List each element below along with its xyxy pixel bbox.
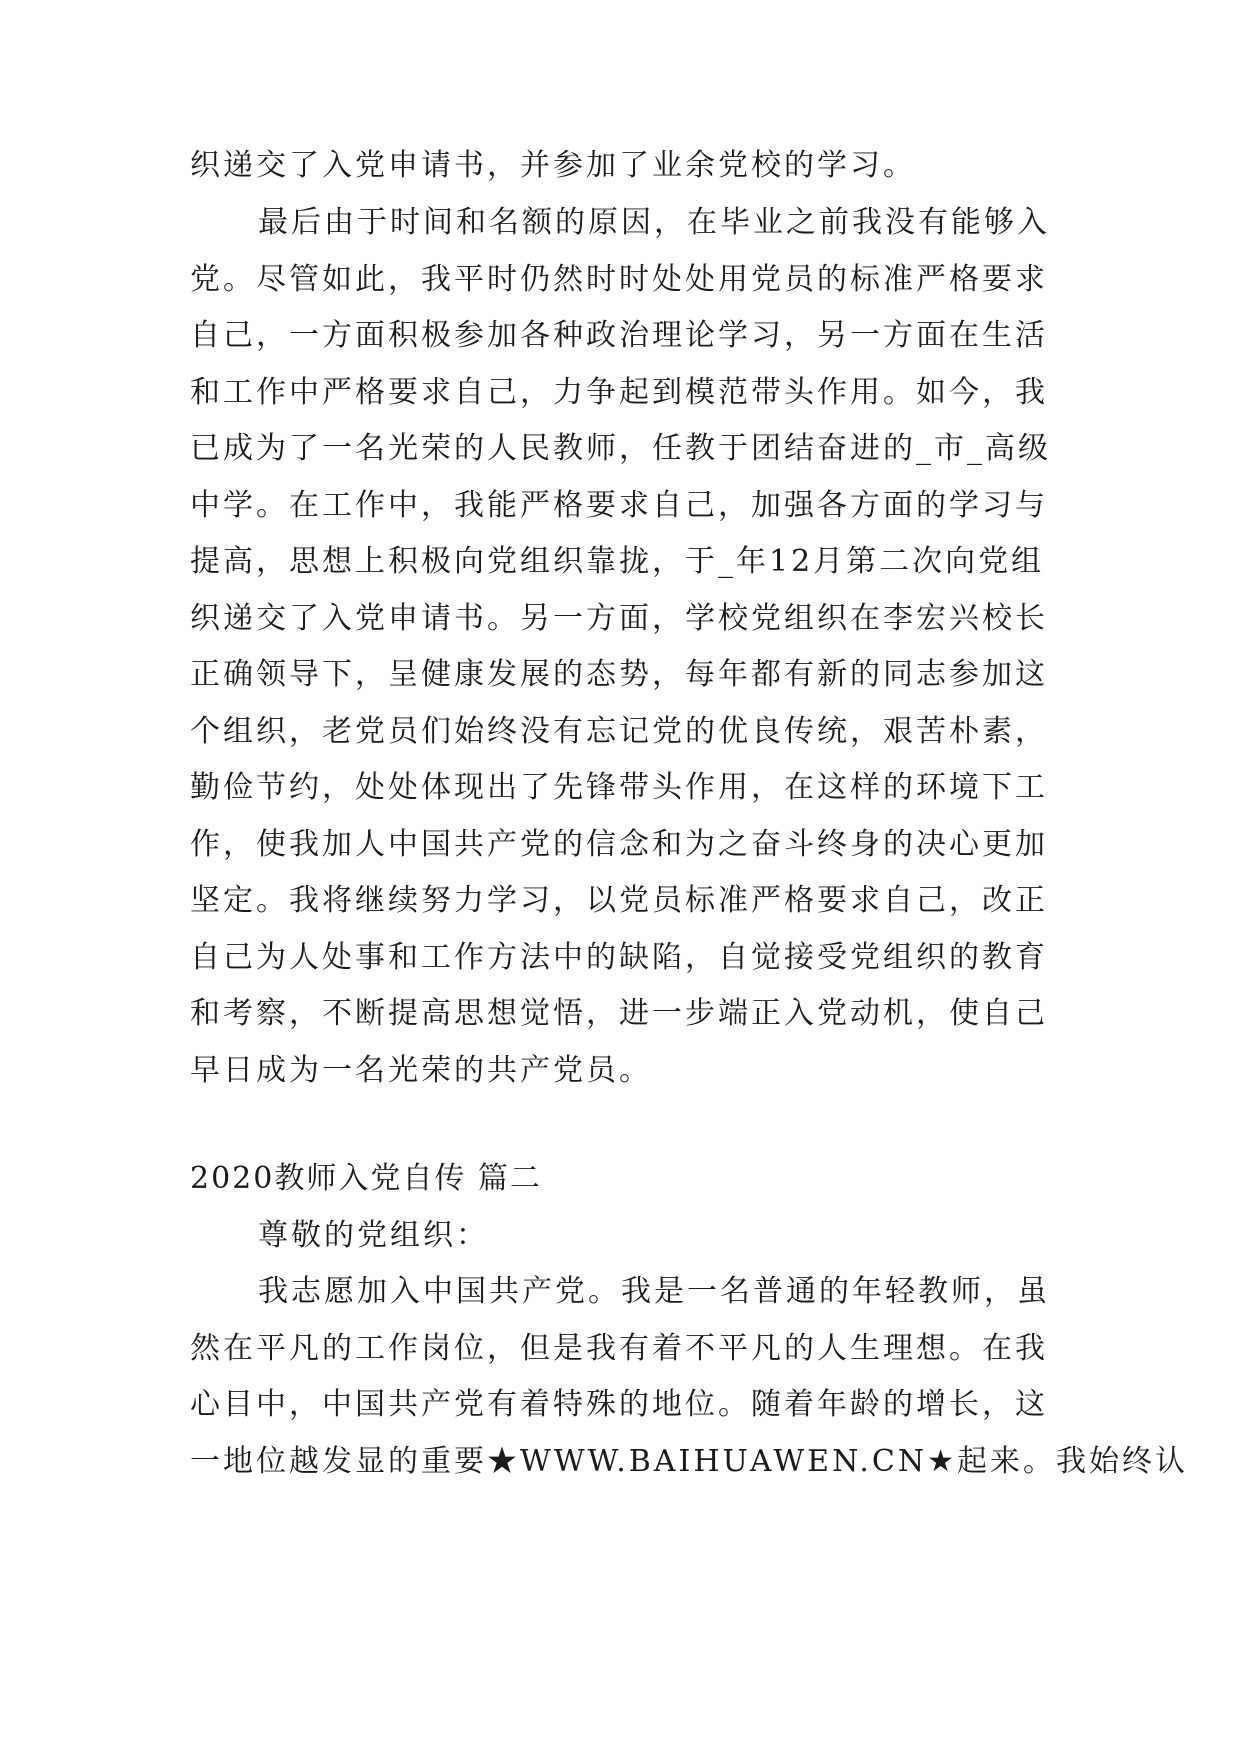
- text-line: 坚定。我将继续努力学习，以党员标准严格要求自己，改正: [190, 883, 1048, 918]
- text-line: 个组织，老党员们始终没有忘记党的优良传统，艰苦朴素，: [190, 714, 1048, 749]
- text-line: 提高，思想上积极向党组织靠拢，于_年12月第二次向党组: [190, 544, 1045, 579]
- text-line: 最后由于时间和名额的原因，在毕业之前我没有能够入: [258, 205, 1050, 240]
- text-line: 织递交了入党申请书。另一方面，学校党组织在李宏兴校长: [190, 601, 1048, 636]
- text-line: 织递交了入党申请书，并参加了业余党校的学习。: [190, 148, 916, 183]
- text-line: 一地位越发显的重要★WWW.BAIHUAWEN.CN★起来。我始终认: [190, 1444, 1189, 1479]
- text-line: 自己为人处事和工作方法中的缺陷，自觉接受党组织的教育: [190, 940, 1048, 975]
- text-line: 中学。在工作中，我能严格要求自己，加强各方面的学习与: [190, 488, 1048, 523]
- text-line: 早日成为一名光荣的共产党员。: [190, 1053, 652, 1088]
- text-line: 勤俭节约，处处体现出了先锋带头作用，在这样的环境下工: [190, 770, 1048, 805]
- text-line: 我志愿加入中国共产党。我是一名普通的年轻教师，虽: [258, 1274, 1050, 1309]
- text-line: 党。尽管如此，我平时仍然时时处处用党员的标准严格要求: [190, 262, 1048, 297]
- text-line: 然在平凡的工作岗位，但是我有着不平凡的人生理想。在我: [190, 1331, 1048, 1366]
- text-line: 和工作中严格要求自己，力争起到模范带头作用。如今，我: [190, 375, 1048, 410]
- text-line: 已成为了一名光荣的人民教师，任教于团结奋进的_市_高级: [190, 431, 1051, 466]
- text-line: 心目中，中国共产党有着特殊的地位。随着年龄的增长，这: [190, 1387, 1048, 1422]
- text-line: 作，使我加人中国共产党的信念和为之奋斗终身的决心更加: [190, 827, 1048, 862]
- text-line: 自己，一方面积极参加各种政治理论学习，另一方面在生活: [190, 318, 1048, 353]
- section-heading: 2020教师入党自传 篇二: [190, 1161, 542, 1196]
- salutation: 尊敬的党组织：: [258, 1218, 489, 1253]
- text-line: 正确领导下，呈健康发展的态势，每年都有新的同志参加这: [190, 657, 1048, 692]
- text-line: 和考察，不断提高思想觉悟，进一步端正入党动机，使自己: [190, 996, 1048, 1031]
